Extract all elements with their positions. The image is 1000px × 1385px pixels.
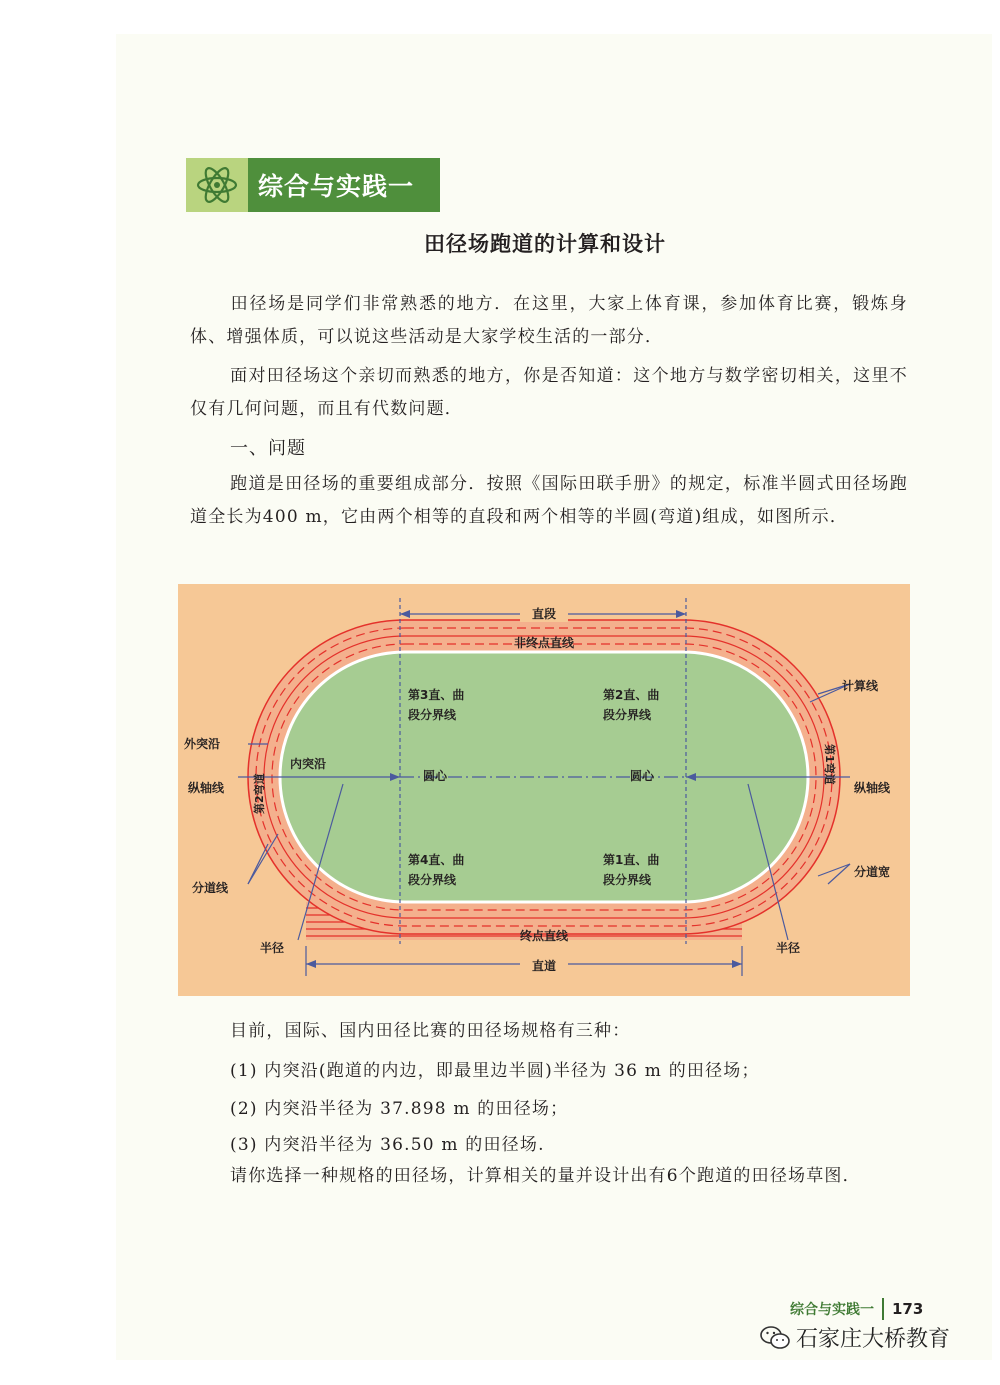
- watermark: [760, 1322, 950, 1353]
- label-div3-a: 第3直、曲: [408, 688, 465, 702]
- intro-paragraph-2: [190, 360, 908, 426]
- task-paragraph: [190, 1160, 908, 1193]
- list-item-2: (2) 内突沿半径为 37.898 m 的田径场；: [230, 1099, 569, 1119]
- label-center-left: 圆心: [423, 769, 448, 783]
- label-div2-a: 第2直、曲: [603, 688, 660, 702]
- label-top-straight: 直段: [531, 607, 557, 621]
- label-div1-a: 第1直、曲: [603, 853, 660, 867]
- label-outer-edge: 外突沿: [184, 737, 221, 751]
- label-bend2: 第2弯道: [253, 773, 266, 814]
- label-lane-width: 分道宽: [854, 865, 891, 879]
- label-div4-b: 段分界线: [408, 873, 457, 887]
- label-center-right: 圆心: [630, 769, 655, 783]
- watermark-text: 石家庄大桥教育: [796, 1327, 951, 1352]
- section-banner: [186, 158, 440, 212]
- label-div3-b: 段分界线: [408, 708, 457, 722]
- page-heading: 田径场跑道的计算和设计: [424, 232, 666, 256]
- list-item-1: (1) 内突沿(跑道的内边，即最里边半圆)半径为 36 m 的田径场；: [230, 1061, 760, 1081]
- label-axis-left: 纵轴线: [188, 781, 225, 795]
- label-div2-b: 段分界线: [603, 708, 652, 722]
- page-footer: [790, 1298, 923, 1320]
- label-inner-edge: 内突沿: [290, 757, 327, 771]
- intro-paragraph-1: [190, 288, 908, 354]
- label-bottom-straight: 直道: [531, 959, 557, 973]
- intro-paragraph-2-text: 面对田径场这个亲切而熟悉的地方，你是否知道：这个地方与数学密切相关，这里不仅有几何问题，而且有代数问题．: [190, 366, 908, 419]
- label-axis-right: 纵轴线: [854, 781, 891, 795]
- label-radius-right: 半径: [776, 941, 801, 955]
- problem-paragraph: [190, 468, 908, 534]
- intro-paragraph-1-text: 田径场是同学们非常熟悉的地方．在这里，大家上体育课，参加体育比赛，锻炼身体、增强体质，可以说这些活动是大家学校生活的一部分．: [190, 294, 908, 347]
- label-radius-left: 半径: [260, 941, 285, 955]
- wechat-icon: [760, 1325, 790, 1351]
- banner-title: 综合与实践一: [248, 158, 440, 212]
- label-lane-lines: 分道线: [192, 881, 229, 895]
- footer-section: 综合与实践一: [790, 1302, 874, 1318]
- list-intro: 目前，国际、国内田径比赛的田径场规格有三种：: [230, 1021, 631, 1041]
- list-item-3: (3) 内突沿半径为 36.50 m 的田径场.: [230, 1135, 545, 1155]
- label-div1-b: 段分界线: [603, 873, 652, 887]
- footer-divider: [882, 1298, 884, 1320]
- label-div4-a: 第4直、曲: [408, 853, 465, 867]
- page-number: 173: [892, 1300, 924, 1318]
- label-calc-line: 计算线: [842, 679, 879, 693]
- track-diagram: [178, 584, 910, 996]
- problem-paragraph-text: 跑道是田径场的重要组成部分．按照《国际田联手册》的规定，标准半圆式田径场跑道全长为400 m，它由两个相等的直段和两个相等的半圆(弯道)组成，如图所示．: [190, 474, 908, 527]
- label-non-finish-line: 非终点直线: [513, 636, 575, 650]
- label-finish-line: 终点直线: [519, 929, 569, 943]
- section-title: 一、问题: [230, 438, 306, 459]
- atom-icon: [186, 158, 248, 212]
- task-paragraph-text: 请你选择一种规格的田径场，计算相关的量并设计出有6个跑道的田径场草图．: [230, 1166, 861, 1186]
- label-bend1: 第1弯道: [823, 744, 836, 785]
